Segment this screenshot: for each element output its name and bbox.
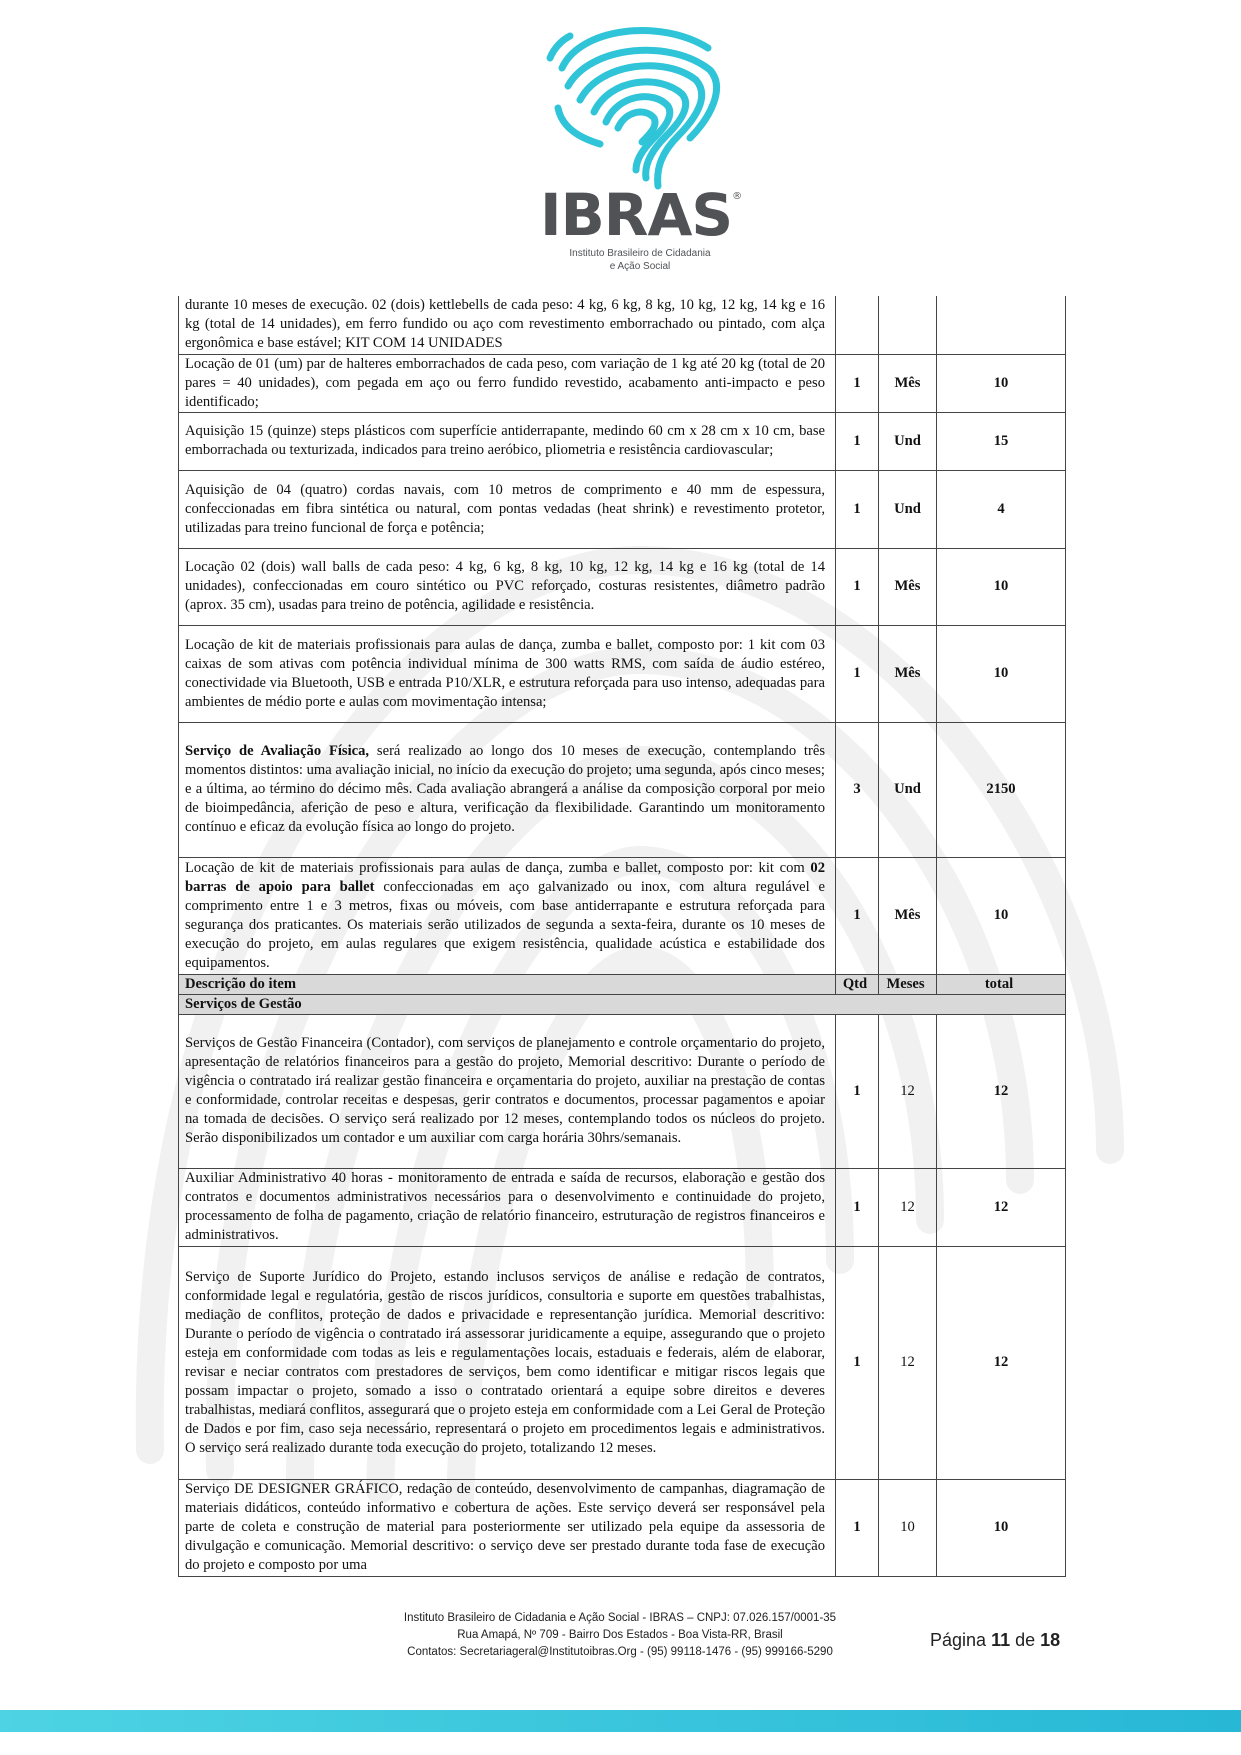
section-title: Serviços de Gestão — [179, 994, 1066, 1014]
item-unit — [879, 296, 937, 354]
brand-name: IBRAS® — [540, 181, 742, 249]
section-row — [179, 994, 1066, 1014]
item-description: durante 10 meses de execução. 02 (dois) kettlebells de cada peso: 4 kg, 6 kg, 8 kg, 10 kg, 12 kg, 14 kg e 16 kg (total de 14 unidades), em ferro fundido ou aço com revestimento emborrachado ou pintado, com alça ergonômica e base estável; KIT COM 14 UNIDADES — [179, 296, 836, 354]
item-meses: 12 — [879, 1014, 937, 1168]
item-description: Locação de kit de materiais profissionais para aulas de dança, zumba e ballet, composto por: kit com 02 barras de apoio para ballet confeccionadas em aço galvanizado ou inox, com altura regulável e comprimento entre 1 e 3 metros, fixas ou móveis, com base antiderrapante e estrutura reforçada para segurança dos praticantes. Os materiais serão utilizados de segunda a sexta-feira, durante os 10 meses de execução do projeto, em aulas regulares que exigem resistência, qualidade acústica e estabilidade dos equipamentos. — [179, 857, 836, 974]
item-meses: 12 — [879, 1168, 937, 1246]
items-table — [178, 296, 1066, 1577]
header-qtd: Qtd — [836, 974, 879, 994]
item-unit: Mês — [879, 548, 937, 625]
table-header-row — [179, 974, 1066, 994]
item-description-bold: Serviço de Avaliação Física, — [185, 743, 370, 759]
item-unit: Mês — [879, 857, 937, 974]
table-row — [179, 625, 1066, 722]
item-total: 10 — [937, 548, 1066, 625]
item-qtd: 1 — [836, 470, 879, 548]
item-description: Aquisição de 04 (quatro) cordas navais, com 10 metros de comprimento e 40 mm de espessura, confeccionadas em fibra sintética ou natural, com pontas vedadas (heat shrink) e revestimento protetor, utilizadas para treino funcional de força e potência; — [179, 470, 836, 548]
item-unit: Und — [879, 470, 937, 548]
table-row — [179, 412, 1066, 470]
item-qtd: 1 — [836, 412, 879, 470]
table-row — [179, 1168, 1066, 1246]
table-row — [179, 354, 1066, 412]
footer-contact — [380, 1610, 860, 1661]
table-row — [179, 470, 1066, 548]
table-row — [179, 1246, 1066, 1479]
item-qtd: 1 — [836, 354, 879, 412]
item-meses: 12 — [879, 1246, 937, 1479]
item-total: 12 — [937, 1246, 1066, 1479]
footer-line-institution: Instituto Brasileiro de Cidadania e Ação Social - IBRAS – CNPJ: 07.026.157/0001-35 — [403, 1612, 837, 1624]
table-row — [179, 857, 1066, 974]
item-qtd: 1 — [836, 625, 879, 722]
header-meses: Meses — [879, 974, 937, 994]
item-description: Serviço de Avaliação Física, será realizado ao longo dos 10 meses de execução, contemplando três momentos distintos: uma avaliação inicial, no início da execução do projeto; uma segunda, após cinco meses; e a última, ao término do décimo mês. Cada avaliação abrangerá a análise da composição corporal por meio de bioimpedância, aferição de peso e altura, verificação da flexibilidade. Garantindo um monitoramento contínuo e eficaz da evolução física ao longo do projeto. — [179, 722, 836, 857]
header-description: Descrição do item — [179, 974, 836, 994]
fingerprint-map-icon — [540, 18, 740, 198]
footer-line-address: Rua Amapá, Nº 709 - Bairro Dos Estados - Boa Vista-RR, Brasil — [457, 1629, 783, 1641]
table-row — [179, 548, 1066, 625]
item-description: Serviços de Gestão Financeira (Contador), com serviços de planejamento e controle orçamentario do projeto, apresentação de relatórios financeiros para a gestão do projeto, Memorial descritivo: Durante o período de vigência o contratado irá realizar gestão financeira e orçamentaria do projeto, auxiliar na prestação de contas e conformidade, controlar receitas e despesas, gerir contratos e documentos, processar pagamentos e apoiar na tomada de decisões. O serviço será realizado por 12 meses, contemplando todos os núcleos do projeto. Serão disponibilizados um contador e um auxiliar com carga horária 30hrs/semanais. — [179, 1014, 836, 1168]
table-row — [179, 1479, 1066, 1576]
footer-line-contacts: Contatos: Secretariageral@Institutoibras.Org - (95) 99118-1476 - (95) 999166-5290 — [407, 1646, 833, 1658]
item-description: Locação de kit de materiais profissionais para aulas de dança, zumba e ballet, composto por: 1 kit com 03 caixas de som ativas com potência individual mínima de 300 watts RMS, com saída de áudio estéreo, conectividade via Bluetooth, USB e entrada P10/XLR, e estrutura reforçada para uso intenso, adequadas para ambientes de médio porte e aulas com movimentação intensa; — [179, 625, 836, 722]
item-qtd: 1 — [836, 1168, 879, 1246]
item-qtd: 1 — [836, 857, 879, 974]
header-total: total — [937, 974, 1066, 994]
item-description: Serviço DE DESIGNER GRÁFICO, redação de conteúdo, desenvolvimento de campanhas, diagramação de materiais didáticos, conteúdo informativo e cobertura de ações. Este serviço deverá ser responsável pela parte de coleta e construção de material para posteriormente ser utilizado pela equipe da assessoria de divulgação e comunicação. Memorial descritivo: o serviço deve ser prestado durante toda fase de execução do projeto e composto por uma — [179, 1479, 836, 1576]
item-description: Locação de 01 (um) par de halteres emborrachados de cada peso, com variação de 1 kg até 20 kg (total de 20 pares = 40 unidades), com pegada em aço ou ferro fundido revestido, acabamento anti-impacto e peso identificado; — [179, 354, 836, 412]
item-total: 10 — [937, 1479, 1066, 1576]
item-total: 10 — [937, 857, 1066, 974]
item-description: Auxiliar Administrativo 40 horas - monitoramento de entrada e saída de recursos, elaboração e gestão dos contratos e documentos administrativos necessários para o desenvolvimento e continuidade do projeto, processamento de folha de pagamento, criação de relatório financeiro, estruturação de registros financeiros e administrativos. — [179, 1168, 836, 1246]
page-number: Página 11 de 18 — [930, 1630, 1061, 1650]
brand-subtitle: Instituto Brasileiro de Cidadania e Ação Social — [569, 248, 711, 272]
item-description: Serviço de Suporte Jurídico do Projeto, estando inclusos serviços de análise e redação de contratos, conformidade legal e regulatória, gestão de riscos jurídicos, consultoria e suporte em questões trabalhistas, mediação de conflitos, proteção de dados e privacidade e representanção jurídica. Memorial descritivo: Durante o período de vigência o contratado irá assessorar juridicamente a equipe, assegurando que o projeto esteja em conformidade com todas as leis e regulamentações locais, estaduais e federais, além de elaborar, revisar e neciar contratos com prestadores de serviços, bem como identificar e mitigar riscos legais que possam impactar o projeto, somado a isso o contratado orientará a equipe sobre direitos e deveres trabalhistas, mediará conflitos, assegurará que o projeto esteja em conformidade com a Lei Geral de Proteção de Dados e por fim, caso seja necessário, representará o projeto em procedimentos legais e administrativos. O serviço será realizado durante toda execução do projeto, totalizando 12 meses. — [179, 1246, 836, 1479]
item-description: Locação 02 (dois) wall balls de cada peso: 4 kg, 6 kg, 8 kg, 10 kg, 12 kg, 14 kg e 16 kg (total de 14 unidades), confeccionadas em couro sintético ou PVC reforçado, costuras resistentes, diâmetro padrão (aprox. 35 cm), usadas para treino de potência, agilidade e resistência. — [179, 548, 836, 625]
item-unit: Mês — [879, 354, 937, 412]
item-unit: Und — [879, 722, 937, 857]
item-qtd — [836, 296, 879, 354]
item-total: 2150 — [937, 722, 1066, 857]
ibras-logo — [540, 18, 740, 280]
item-total: 12 — [937, 1168, 1066, 1246]
item-total: 10 — [937, 354, 1066, 412]
item-total: 4 — [937, 470, 1066, 548]
table-row — [179, 722, 1066, 857]
item-total: 12 — [937, 1014, 1066, 1168]
item-total: 15 — [937, 412, 1066, 470]
footer-accent-bar — [0, 1710, 1241, 1732]
table-row — [179, 296, 1066, 354]
item-unit: Mês — [879, 625, 937, 722]
item-qtd: 3 — [836, 722, 879, 857]
item-meses: 10 — [879, 1479, 937, 1576]
item-description-bold: 02 barras de apoio para ballet — [185, 859, 825, 895]
item-qtd: 1 — [836, 1246, 879, 1479]
item-total: 10 — [937, 625, 1066, 722]
table-row — [179, 1014, 1066, 1168]
item-total — [937, 296, 1066, 354]
item-qtd: 1 — [836, 548, 879, 625]
item-unit: Und — [879, 412, 937, 470]
item-description: Aquisição 15 (quinze) steps plásticos com superfície antiderrapante, medindo 60 cm x 28 cm x 10 cm, base emborrachada ou texturizada, indicados para treino aeróbico, pliometria e resistência cardiovascular; — [179, 412, 836, 470]
item-qtd: 1 — [836, 1479, 879, 1576]
item-qtd: 1 — [836, 1014, 879, 1168]
